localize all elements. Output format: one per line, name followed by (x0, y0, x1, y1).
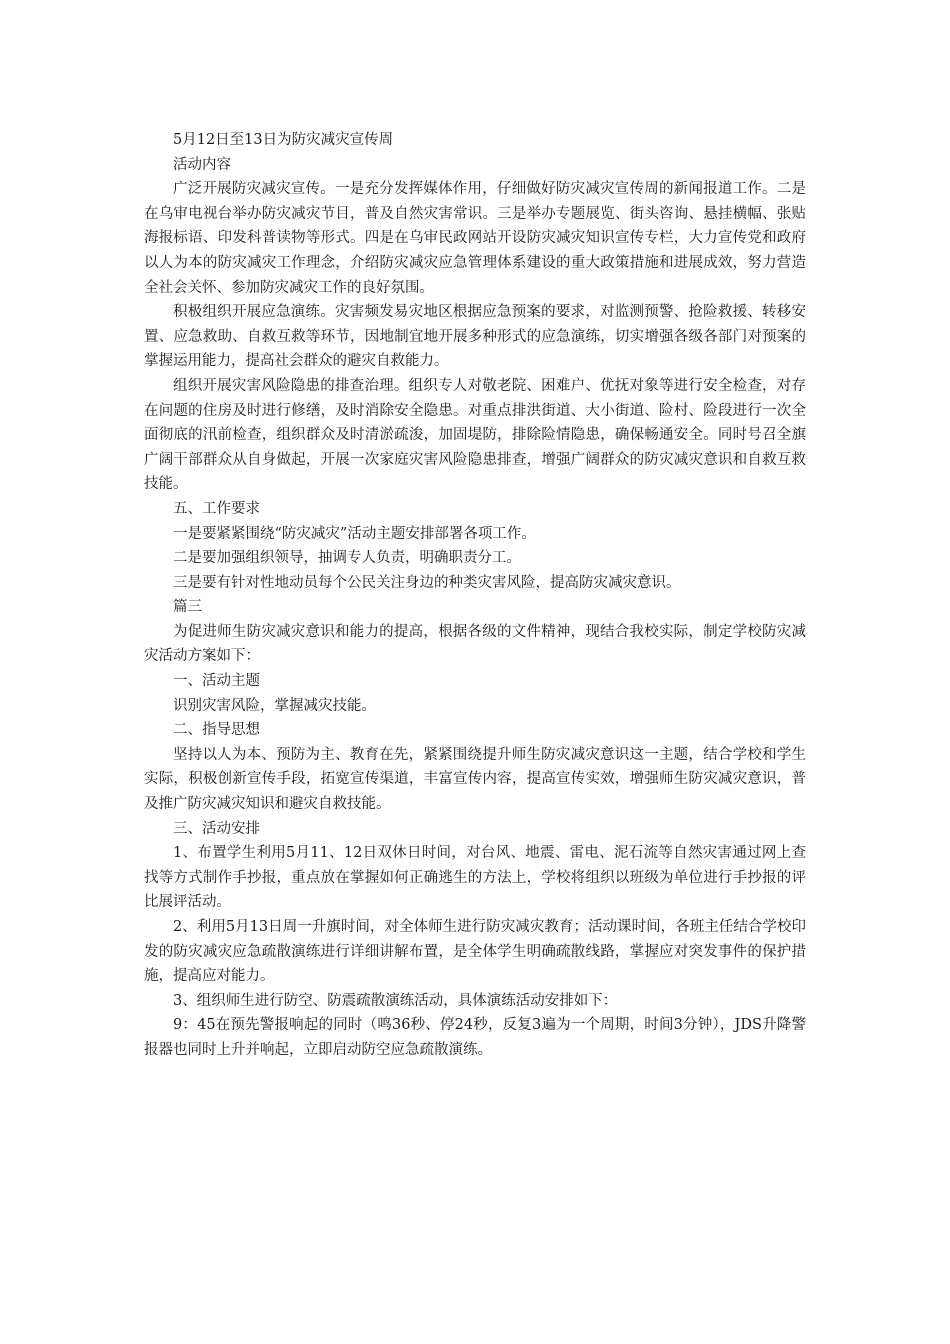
arrangement-3: 3、组织师生进行防空、防震疏散演练活动，具体演练活动安排如下： (173, 992, 618, 1009)
document-page (144, 128, 806, 1063)
paragraph-theme: 识别灾害风险，掌握减灾技能。 (173, 697, 376, 714)
heading-part-three: 篇三 (173, 599, 202, 616)
heading-activity-arrangement: 三、活动安排 (173, 820, 260, 837)
paragraph-drills: 积极组织开展应急演练。灾害频发易灾地区根据应急预案的要求，对监测预警、抢险救援、转移安置、应急救助、自救互救等环节，因地制宜地开展多种形式的应急演练，切实增强各级各部门对预案的掌握运用能力，提高社会群众的避灾自救能力。 (144, 304, 806, 370)
heading-work-requirements: 五、工作要求 (173, 500, 260, 517)
paragraph-school-intro: 为促进师生防灾减灾意识和能力的提高，根据各级的文件精神，现结合我校实际，制定学校防灾减灾活动方案如下： (144, 623, 806, 665)
heading-activity-theme: 一、活动主题 (173, 673, 260, 690)
requirement-2: 二是要加强组织领导，抽调专人负责，明确职责分工。 (173, 550, 521, 567)
heading-activity-content: 活动内容 (173, 156, 231, 173)
requirement-3: 三是要有针对性地动员每个公民关注身边的种类灾害风险，提高防灾减灾意识。 (173, 574, 681, 591)
paragraph-ideology: 坚持以人为本、预防为主、教育在先，紧紧围绕提升师生防灾减灾意识这一主题，结合学校和学生实际，积极创新宣传手段，拓宽宣传渠道，丰富宣传内容，提高宣传实效，增强师生防灾减灾意识，普及推广防灾减灾知识和避灾自救技能。 (144, 746, 806, 813)
arrangement-drill-schedule: 9：45在预先警报响起的同时（鸣36秒、停24秒，反复3遍为一个周期，时间3分钟），JDS升降警报器也同时上升并响起，立即启动防空应急疏散演练。 (144, 1017, 806, 1058)
paragraph-publicity: 广泛开展防灾减灾宣传。一是充分发挥媒体作用，仔细做好防灾减灾宣传周的新闻报道工作。二是在乌审电视台举办防灾减灾节目，普及自然灾害常识。三是举办专题展览、街头咨询、悬挂横幅、张贴海报标语、印发科普读物等形式。四是在乌审民政网站开设防灾减灾知识宣传专栏，大力宣传党和政府以人为本的防灾减灾工作理念，介绍防灾减灾应急管理体系建设的重大政策措施和进展成效，努力营造全社会关怀、参加防灾减灾工作的良好氛围。 (144, 181, 806, 296)
requirement-1: 一是要紧紧围绕“防灾减灾”活动主题安排部署各项工作。 (173, 525, 536, 542)
arrangement-1: 1、布置学生利用5月11、12日双休日时间，对台风、地震、雷电、泥石流等自然灾害通过网上查找等方式制作手抄报，重点放在掌握如何正确逃生的方法上，学校将组织以班级为单位进行手抄报的评比展评活动。 (144, 845, 806, 911)
arrangement-2: 2、利用5月13日周一升旗时间，对全体师生进行防灾减灾教育；活动课时间，各班主任结合学校印发的防灾减灾应急疏散演练进行详细讲解布置，是全体学生明确疏散线路，掌握应对突发事件的保护措施，提高应对能力。 (144, 919, 806, 985)
paragraph-hazard-inspection: 组织开展灾害风险隐患的排查治理。组织专人对敬老院、困难户、优抚对象等进行安全检查，对存在问题的住房及时进行修缮，及时消除安全隐患。对重点排洪街道、大小街道、险村、险段进行一次全面彻底的汛前检查，组织群众及时清淤疏浚，加固堤防，排除险情隐患，确保畅通安全。同时号召全旗广阔干部群众从自身做起，开展一次家庭灾害风险隐患排查，增强广阔群众的防灾减灾意识和自救互救技能。 (144, 377, 806, 493)
heading-guiding-ideology: 二、指导思想 (173, 722, 260, 739)
heading-publicity-week: 5月12日至13日为防灾减灾宣传周 (173, 132, 394, 148)
